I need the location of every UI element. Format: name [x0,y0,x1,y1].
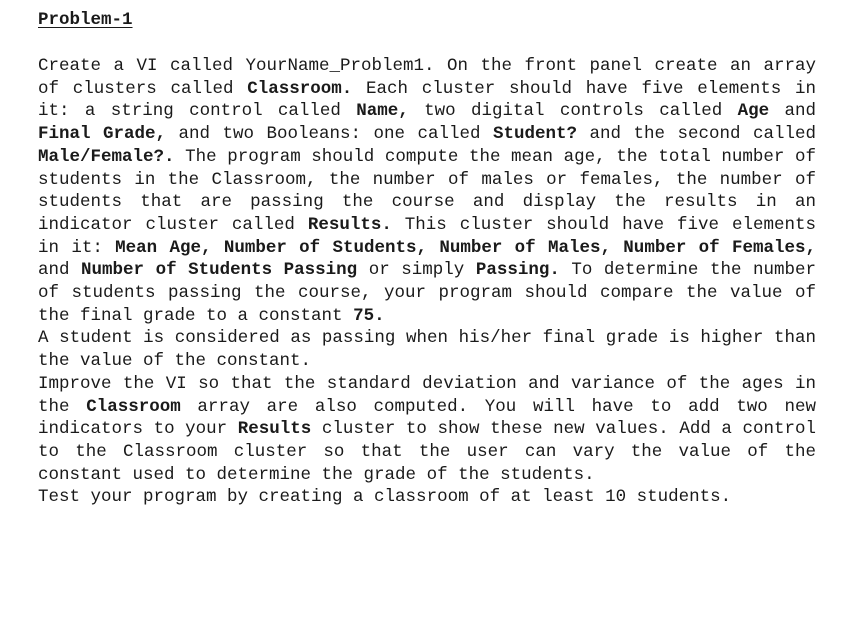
text-run: Test your program by creating a classroom of at least 10 students. [38,487,732,508]
bold-term: Name, [356,101,409,122]
text-run: and [769,101,816,122]
text-run: and two Booleans: one called [166,124,493,145]
paragraph [38,55,816,327]
bold-term: Mean Age, Number of Students, Number of Males, Number of Females, [115,237,816,258]
paragraph [38,373,816,487]
bold-term: Results. [307,214,392,235]
paragraph [38,486,816,509]
bold-term: 75. [353,305,385,326]
text-run: A student is considered as passing when his/her final grade is higher than the value of the constant. [38,328,816,372]
text-run: Create a VI called YourName_Problem1. On the front panel create an array of clusters called [38,56,816,99]
bold-term: Classroom [86,396,181,417]
text-run: and [38,260,82,281]
text-run: array are also computed. You will have to add two new indicators to your [38,396,817,440]
text-run: or simply [357,260,476,281]
bold-term: Student? [492,124,577,145]
bold-term: Passing. [475,260,560,281]
paragraph [38,327,816,372]
text-run: and the second called [577,124,816,145]
bold-term: Number of Students Passing [81,260,358,281]
bold-term: Age [737,101,770,122]
text-run: Each cluster should have five elements in it: a string control called [38,78,816,122]
text-run: cluster to show these new values. Add a control to the Classroom cluster so that the user can vary the value of the constant used to determine the grade of the students. [38,419,816,485]
bold-term: Male/Female?. [38,146,175,167]
bold-term: Results [237,419,312,440]
bold-term: Classroom. [247,78,353,99]
text-run: To determine the number of students passing the course, your program should compare the value of the final grade to a constant [38,260,816,326]
bold-term: Final Grade, [38,124,167,145]
text-run: two digital controls called [408,101,738,122]
problem-title: Problem-1 [38,10,133,30]
text-run: This cluster should have five elements in it: [38,214,816,258]
text-run: Improve the VI so that the standard deviation and variance of the ages in the [38,373,816,417]
text-run: The program should compute the mean age, the total number of students in the Classroom, the number of males or females, the number of students that are passing the course and display the results in an indicator cluster called [38,146,816,235]
problem-statement [38,55,816,509]
